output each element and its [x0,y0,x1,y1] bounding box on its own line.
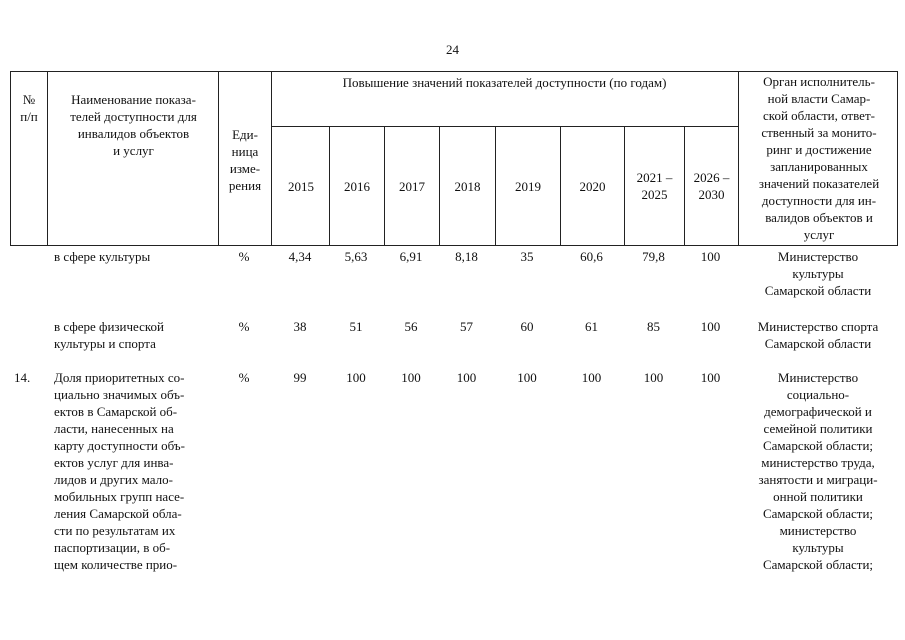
row-value: 100 [456,370,477,385]
year-2017: 2017 [399,179,425,194]
col-divider [738,72,739,245]
year-2018: 2018 [454,179,481,194]
row-value: 100 [346,370,366,385]
year-2021-2025: 2021 – 2025 [636,170,673,202]
row-value: 8,18 [455,249,478,264]
row-value: 4,34 [288,249,312,264]
row-value: 35 [520,249,534,264]
col-divider [218,72,219,245]
row-value: 100 [700,370,721,385]
year-2019: 2019 [515,179,541,194]
row-value: 60,6 [580,249,603,264]
subheader-divider [271,126,738,127]
col-divider [271,72,272,245]
row-value: 60 [520,319,534,334]
row-value: 100 [643,370,664,385]
row-value: 99 [293,370,307,385]
header-organ: Орган исполнитель- ной власти Самар- ской области, ответ- ственный за монито- ринг и достижение запланированных значений показателей доступности для ин- валидов объектов и услуг [758,74,880,242]
col-divider [47,72,48,245]
header-name: Наименование показа- телей доступности для инвалидов объектов и услуг [70,92,197,158]
year-2026-2030: 2026 – 2030 [693,170,730,202]
row-unit: % [238,370,250,385]
header-increase: Повышение значений показателей доступности (по годам) [342,75,667,90]
row-value: 6,91 [399,249,423,264]
row-value: 61 [585,319,598,334]
row-value: 38 [293,319,307,334]
row-name: в сфере физической культуры и спорта [54,319,165,351]
row-value: 51 [349,319,363,334]
row-value: 100 [700,319,721,334]
row-name: в сфере культуры [54,249,151,264]
row-value: 56 [404,319,418,334]
row-organ: Министерство культуры Самарской области [764,249,872,298]
row-value: 5,63 [344,249,368,264]
row-name: Доля приоритетных со- циально значимых объ- ектов в Самарской об- ласти, нанесенных на карту доступности объ- ектов услуг для инва- лидов и других мало- мобильных групп насе- ления Самарской обла- сти по результатам их паспортизации, в об- щем количестве прио- [54,370,185,572]
row-value: 100 [700,249,721,264]
row-organ: Министерство социально- демографической и семейной политики Самарской области; министерство труда, занятости и миграци- онной политики Самарской области; министерство культуры Самарской области; [758,370,878,572]
header-unit: Еди- ница изме- рения [228,127,262,193]
row-num: 14. [14,370,31,385]
page-number: 24 [446,42,459,57]
row-organ: Министерство спорта Самарской области [757,319,879,351]
year-2020: 2020 [579,179,606,194]
year-2016: 2016 [344,179,370,194]
row-unit: % [238,249,250,264]
row-value: 100 [517,370,537,385]
header-num: № п/п [20,92,38,124]
row-unit: % [238,319,250,334]
row-value: 57 [460,319,473,334]
row-value: 85 [647,319,660,334]
row-value: 100 [581,370,602,385]
table-header [10,71,898,246]
year-2015: 2015 [288,179,314,194]
row-value: 79,8 [642,249,665,264]
row-value: 100 [401,370,421,385]
